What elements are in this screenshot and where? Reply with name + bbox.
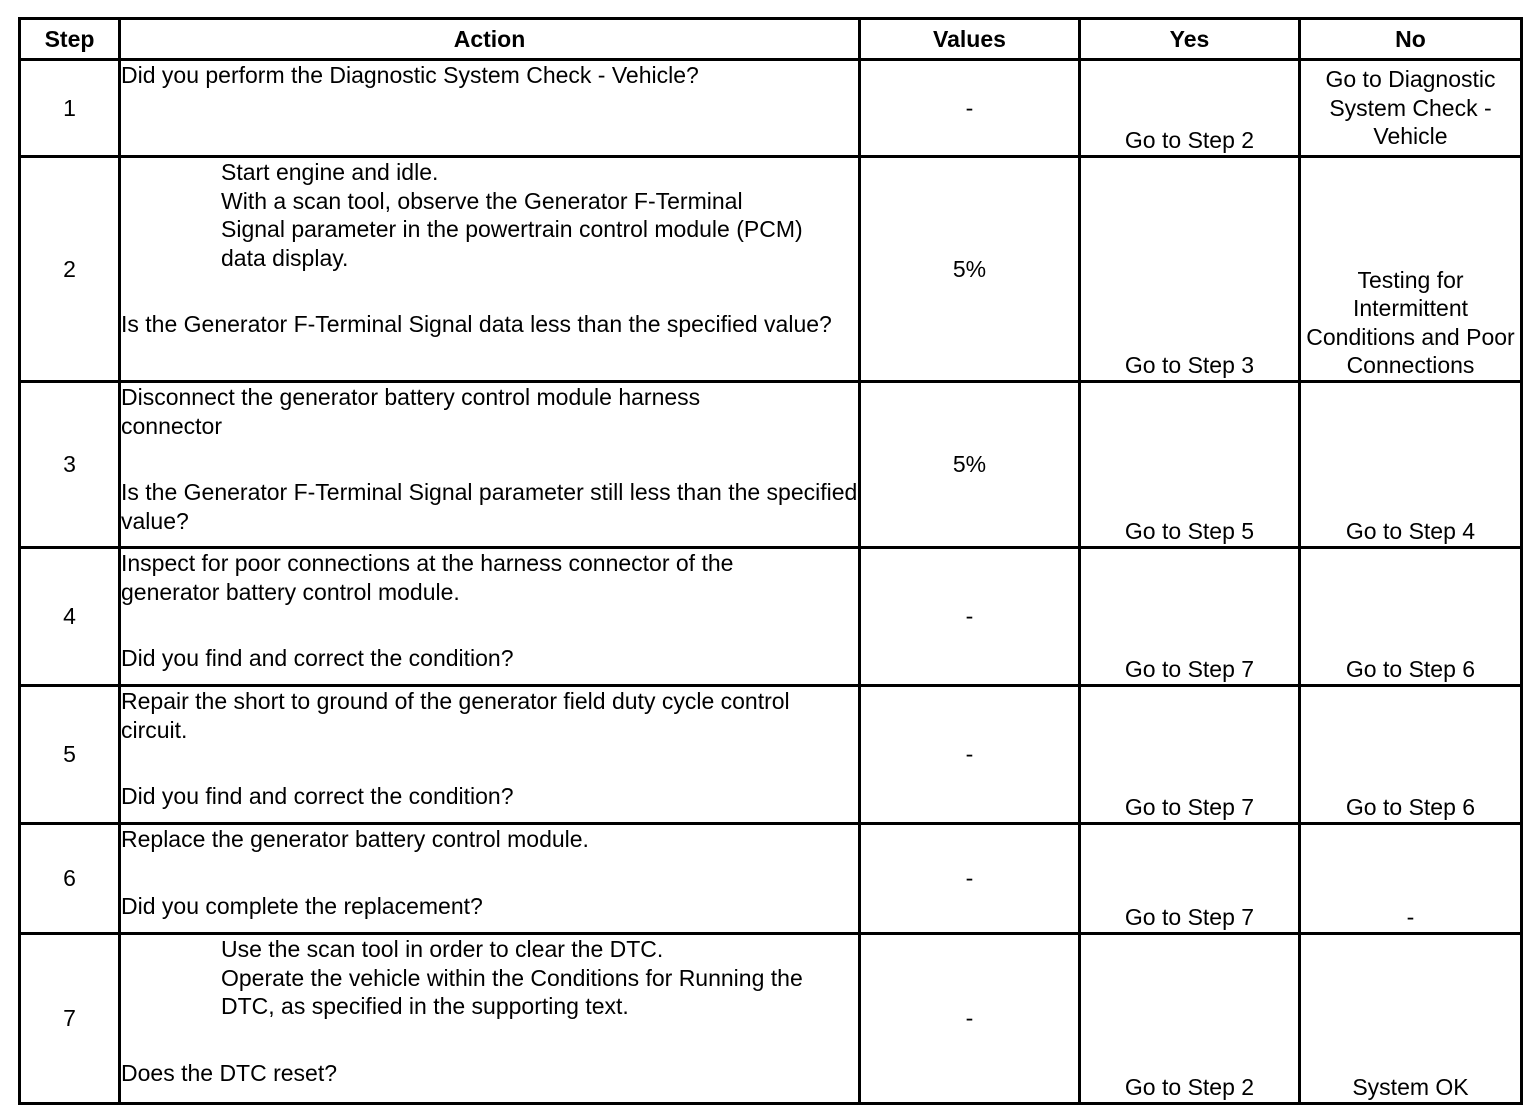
- action-instruction: Inspect for poor connections at the harness connector of the generator battery control module.: [121, 550, 734, 605]
- table-row: [20, 60, 1522, 157]
- diagnostic-table: [18, 17, 1523, 1105]
- no-cell: -: [1300, 824, 1522, 934]
- table-row: [20, 157, 1522, 382]
- action-cell: [120, 548, 860, 686]
- value-cell: -: [860, 60, 1080, 157]
- table-row: [20, 548, 1522, 686]
- action-cell: [120, 382, 860, 548]
- value-cell: -: [860, 934, 1080, 1104]
- value-cell: -: [860, 686, 1080, 824]
- procedure-item: Start engine and idle.: [221, 159, 439, 185]
- value-cell: -: [860, 824, 1080, 934]
- action-cell: [120, 934, 860, 1104]
- no-cell: Go to Step 6: [1300, 548, 1522, 686]
- action-cell: [120, 157, 860, 382]
- header-values: Values: [860, 19, 1080, 60]
- no-cell: Go to Diagnostic System Check - Vehicle: [1300, 60, 1522, 157]
- yes-cell: Go to Step 2: [1080, 934, 1300, 1104]
- step-number: 2: [20, 157, 120, 382]
- header-no: No: [1300, 19, 1522, 60]
- header-row: [20, 19, 1522, 60]
- header-action: Action: [120, 19, 860, 60]
- no-cell: System OK: [1300, 934, 1522, 1104]
- action-instruction: Replace the generator battery control module.: [121, 826, 589, 852]
- no-cell: Testing for Intermittent Conditions and Poor Connections: [1300, 157, 1522, 382]
- table-row: [20, 382, 1522, 548]
- header-yes: Yes: [1080, 19, 1300, 60]
- header-step: Step: [20, 19, 120, 60]
- step-number: 6: [20, 824, 120, 934]
- action-question: Did you perform the Diagnostic System Check - Vehicle?: [121, 62, 699, 88]
- action-instruction: Disconnect the generator battery control module harness connector: [121, 384, 701, 439]
- procedure-list: [121, 935, 858, 1021]
- procedure-item: Use the scan tool in order to clear the DTC.: [221, 936, 664, 962]
- no-cell: Go to Step 4: [1300, 382, 1522, 548]
- step-number: 7: [20, 934, 120, 1104]
- action-question: Is the Generator F-Terminal Signal data less than the specified value?: [121, 311, 832, 338]
- table-row: [20, 824, 1522, 934]
- action-cell: [120, 60, 860, 157]
- procedure-item: Operate the vehicle within the Conditions for Running the DTC, as specified in the supporting text.: [221, 964, 803, 1020]
- action-question: Does the DTC reset?: [121, 1059, 338, 1086]
- action-question: Did you complete the replacement?: [121, 892, 483, 919]
- table-row: [20, 686, 1522, 824]
- action-instruction: Repair the short to ground of the generator field duty cycle control circuit.: [121, 688, 790, 743]
- action-cell: [120, 824, 860, 934]
- action-question: Did you find and correct the condition?: [121, 645, 514, 672]
- no-cell: Go to Step 6: [1300, 686, 1522, 824]
- step-number: 3: [20, 382, 120, 548]
- value-cell: 5%: [860, 157, 1080, 382]
- action-question: Did you find and correct the condition?: [121, 783, 514, 810]
- step-number: 5: [20, 686, 120, 824]
- step-number: 1: [20, 60, 120, 157]
- yes-cell: Go to Step 2: [1080, 60, 1300, 157]
- yes-cell: Go to Step 5: [1080, 382, 1300, 548]
- procedure-item: With a scan tool, observe the Generator F-Terminal Signal parameter in the powertrain control module (PCM) data display.: [221, 187, 803, 271]
- value-cell: -: [860, 548, 1080, 686]
- yes-cell: Go to Step 7: [1080, 548, 1300, 686]
- yes-cell: Go to Step 7: [1080, 824, 1300, 934]
- table-row: [20, 934, 1522, 1104]
- yes-cell: Go to Step 7: [1080, 686, 1300, 824]
- action-question: Is the Generator F-Terminal Signal parameter still less than the specified value?: [121, 479, 858, 534]
- value-cell: 5%: [860, 382, 1080, 548]
- procedure-list: [121, 158, 858, 272]
- yes-cell: Go to Step 3: [1080, 157, 1300, 382]
- action-cell: [120, 686, 860, 824]
- step-number: 4: [20, 548, 120, 686]
